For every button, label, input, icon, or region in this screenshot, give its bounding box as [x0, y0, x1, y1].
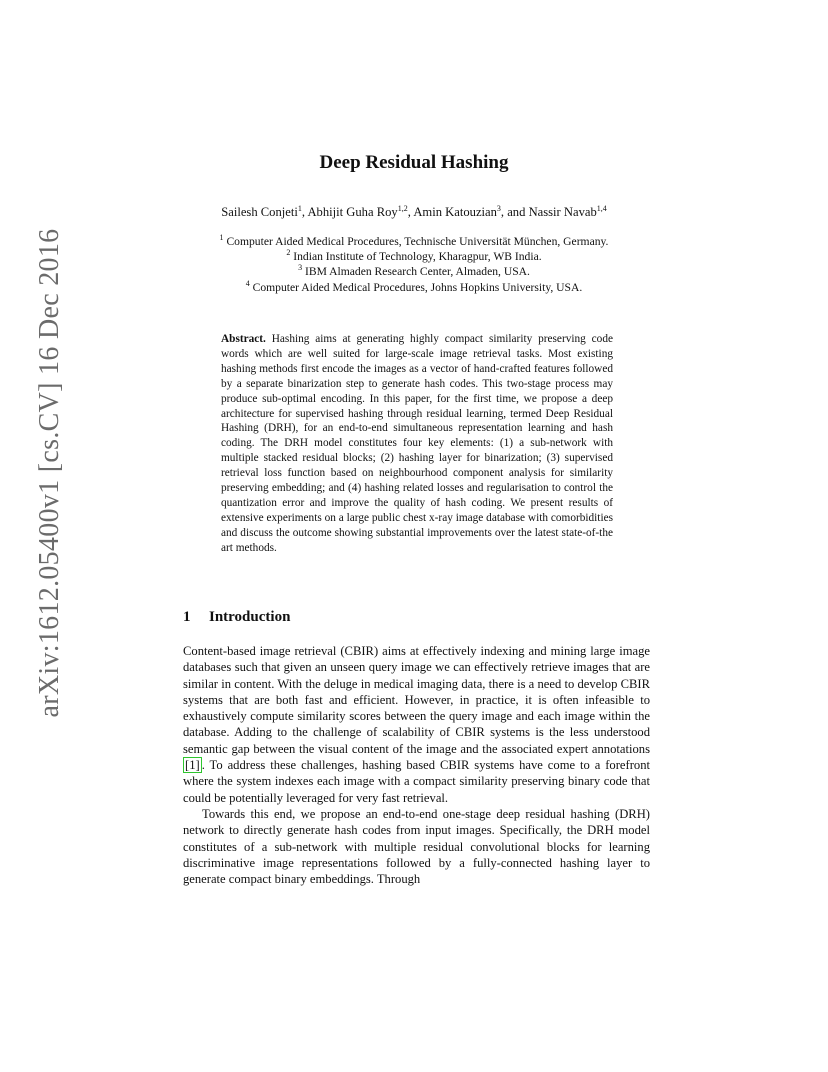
- section-heading: [183, 609, 290, 626]
- author-affiliation-mark: 1,4: [596, 204, 607, 213]
- affiliation: [0, 264, 828, 279]
- section-title: Introduction: [209, 609, 291, 625]
- body-text: [183, 643, 650, 887]
- affiliation-text: Indian Institute of Technology, Kharagpur, WB India.: [293, 250, 542, 264]
- affiliation-mark: 3: [298, 263, 303, 273]
- abstract-label: Abstract.: [221, 333, 266, 345]
- paper-title: Deep Residual Hashing: [319, 152, 509, 173]
- affiliation-mark: 1: [219, 233, 224, 242]
- affiliation-mark: 4: [245, 278, 250, 288]
- section-number: 1: [183, 609, 191, 625]
- citation-link[interactable]: [1]: [185, 758, 200, 773]
- affiliation-list: [0, 234, 828, 295]
- affiliation-mark: 2: [286, 248, 291, 258]
- affiliation: [0, 249, 828, 264]
- abstract-text: Hashing aims at generating highly compact similarity preserving code words which are well suited for large-scale image retrieval tasks. Most existing hashing methods first encode the images as a vector of hand-crafted features followed by a separate binarization step to generate hash codes. This two-stage process may produce sub-optimal encoding. In this paper, for the first time, we propose a deep architecture for supervised hashing through residual learning, termed Deep Residual Hashing (DRH), for an end-to-end simultaneous representation learning and hash coding. The DRH model constitutes four key elements: (1) a sub-network with multiple stacked residual blocks; (2) hashing layer for binarization; (3) supervised retrieval loss function based on neighbourhood component analysis for similarity preserving embedding; and (4) hashing related losses and regularisation to control the quantization error and improve the quality of hash coding. We present results of extensive experiments on a large public chest x-ray image database with comorbidities and discuss the outcome showing substantial improvements over the latest state-of-the art methods.: [221, 333, 613, 554]
- author-name: Nassir Navab: [528, 205, 597, 219]
- paragraph: [183, 643, 650, 806]
- affiliation: [0, 234, 828, 249]
- author-affiliation-mark: 3: [496, 204, 501, 213]
- paragraph-text: Content-based image retrieval (CBIR) aims at effectively indexing and mining large image databases such that given an unseen query image we can effectively retrieve images that are similar in content. With the deluge in medical imaging data, there is a need to develop CBIR systems that are both fast and efficient. However, in practice, it is often infeasible to exhaustively compute similarity scores between the query image and each image within the database. Adding to the challenge of scalability of CBIR systems is the less understood semantic gap between the visual content of the image and the associated expert annotations: [183, 644, 650, 756]
- affiliation-text: Computer Aided Medical Procedures, Technische Universität München, Germany.: [226, 235, 609, 248]
- abstract: [221, 332, 613, 556]
- author-separator: ,: [407, 205, 414, 219]
- author-separator: ,: [301, 205, 308, 219]
- author-name: Amin Katouzian: [413, 205, 497, 219]
- author-separator: , and: [500, 205, 529, 219]
- affiliation-text: IBM Almaden Research Center, Almaden, USA.: [304, 265, 530, 279]
- paragraph-text: . To address these challenges, hashing based CBIR systems have come to a forefront where the system indexes each image with a compact similarity preserving binary code that could be potentially leveraged for very fast retrieval.: [183, 758, 650, 805]
- affiliation: [0, 280, 828, 295]
- author-name: Sailesh Conjeti: [221, 205, 298, 219]
- affiliation-text: Computer Aided Medical Procedures, Johns Hopkins University, USA.: [252, 280, 583, 294]
- author-affiliation-mark: 1,2: [397, 204, 408, 213]
- author-list: [0, 205, 828, 220]
- paragraph: Towards this end, we propose an end-to-end one-stage deep residual hashing (DRH) network to directly generate hash codes from input images. Specifically, the DRH model constitutes of a sub-network with multiple residual convolutional blocks for learning discriminative image representations followed by a fully-connected hashing layer to generate compact binary embeddings. Through: [183, 806, 650, 887]
- author-affiliation-mark: 1: [297, 204, 302, 213]
- author-name: Abhijit Guha Roy: [307, 205, 398, 219]
- arxiv-identifier: arXiv:1612.05400v1 [cs.CV] 16 Dec 2016: [34, 228, 65, 718]
